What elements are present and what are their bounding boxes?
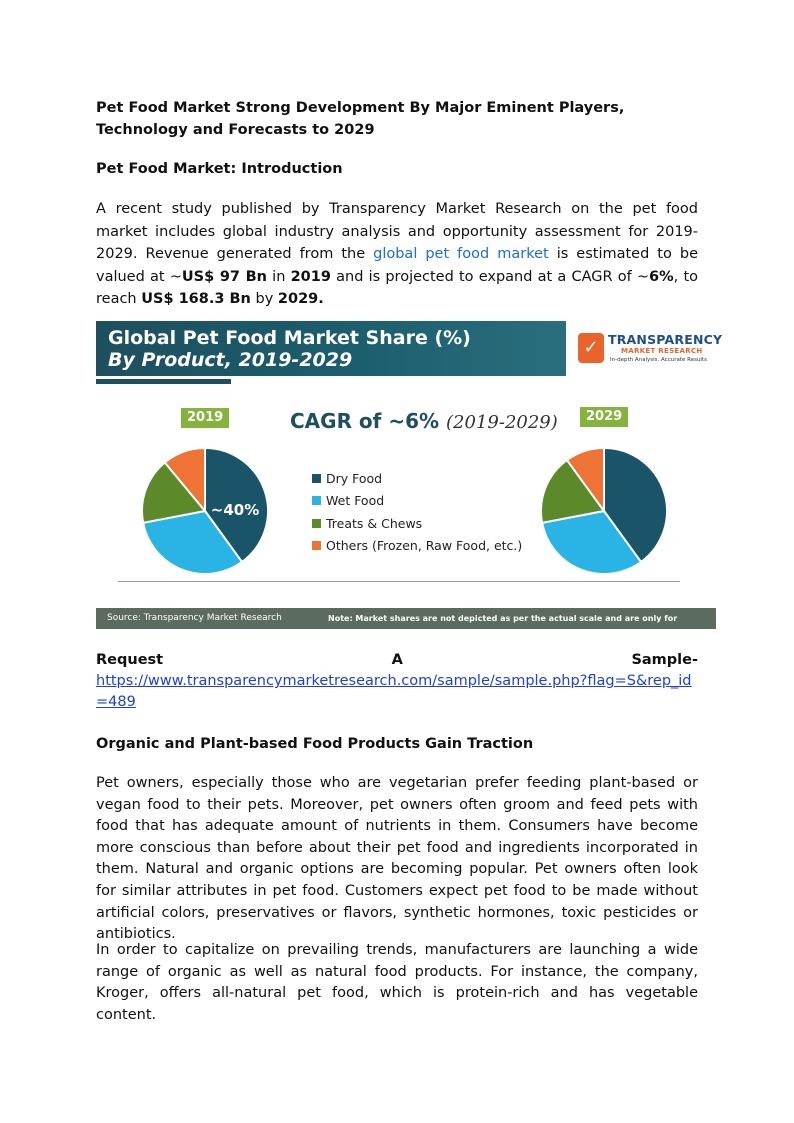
document-title: Pet Food Market Strong Development By Major Eminent Players, Technology and Forecasts to 2029	[96, 100, 625, 138]
market-share-infographic	[96, 321, 723, 644]
tmr-logo-icon: ✓	[578, 333, 604, 363]
wet-food-swatch	[312, 496, 321, 505]
request-sample-label: Request A Sample-	[96, 652, 698, 668]
pie-chart-2029	[538, 445, 670, 577]
source-text: Source: Transparency Market Research	[107, 613, 282, 623]
infographic-subtitle: By Product, 2019-2029	[108, 349, 353, 371]
treats-chews-swatch	[312, 519, 321, 528]
legend-item-others: Others (Frozen, Raw Food, etc.)	[312, 535, 522, 558]
organic-heading: Organic and Plant-based Food Products Gain Traction	[96, 736, 534, 752]
intro-heading: Pet Food Market: Introduction	[96, 161, 343, 177]
legend-item-wet-food: Wet Food	[312, 490, 522, 513]
banner-stripe	[96, 379, 231, 384]
source-bar	[96, 608, 716, 644]
global-pet-food-market-link[interactable]: global pet food market	[373, 246, 549, 262]
year-badge-2019: 2019	[181, 408, 229, 428]
others-swatch	[312, 541, 321, 550]
logo-sub: MARKET RESEARCH	[621, 347, 703, 355]
paragraph-plant-based: Pet owners, especially those who are vegetarian prefer feeding plant-based or vegan food to their pets. Moreover, pet owners often groom and feed pets with food that has adequate amount of nutrients in them. Consumers have become more conscious than before about their pet food and ingredients incorporated in them. Natural and organic options are becoming popular. Pet owners often look for similar attributes in pet food. Customers expect pet food to be made without artificial colors, preservatives or flavors, synthetic hormones, toxic pesticides or antibiotics.	[96, 775, 698, 943]
dry-food-swatch	[312, 474, 321, 483]
intro-paragraph: A recent study published by Transparency Market Research on the pet food market includes global industry analysis and opportunity assessment for 2019-2029. Revenue generated from the global pet food market is estimated to be valued at ~US$ 97 Bn in 2019 and is projected to expand at a CAGR of ~6%, to reach US$ 168.3 Bn by 2029.	[96, 201, 699, 307]
pie-chart-2019	[139, 445, 271, 577]
tmr-logo	[578, 331, 723, 371]
chart-legend	[312, 467, 522, 557]
infographic-title: Global Pet Food Market Share (%)	[108, 327, 471, 349]
logo-name: TRANSPARENCY	[608, 332, 723, 347]
note-text: Note: Market shares are not depicted as per the actual scale and are only for illustration purposes.	[328, 614, 678, 644]
chart-divider	[118, 581, 680, 582]
sample-request-link[interactable]: https://www.transparencymarketresearch.com/sample/sample.php?flag=S&rep_id=489	[96, 673, 692, 710]
legend-item-dry-food: Dry Food	[312, 467, 522, 490]
pie-2019-dry-food-label: ~40%	[210, 501, 260, 519]
request-sample	[96, 650, 698, 713]
paragraph-organic-products: In order to capitalize on prevailing trends, manufacturers are launching a wide range of organic as well as natural food products. For instance, the company, Kroger, offers all-natural pet food, which is protein-rich and has vegetable content.	[96, 942, 698, 1023]
cagr-label: CAGR of ~6% (2019-2029)	[290, 409, 558, 433]
year-badge-2029: 2029	[580, 407, 628, 427]
legend-item-treats-chews: Treats & Chews	[312, 512, 522, 535]
infographic-banner	[96, 321, 566, 376]
logo-tagline: In-depth Analysis. Accurate Results	[610, 357, 707, 363]
